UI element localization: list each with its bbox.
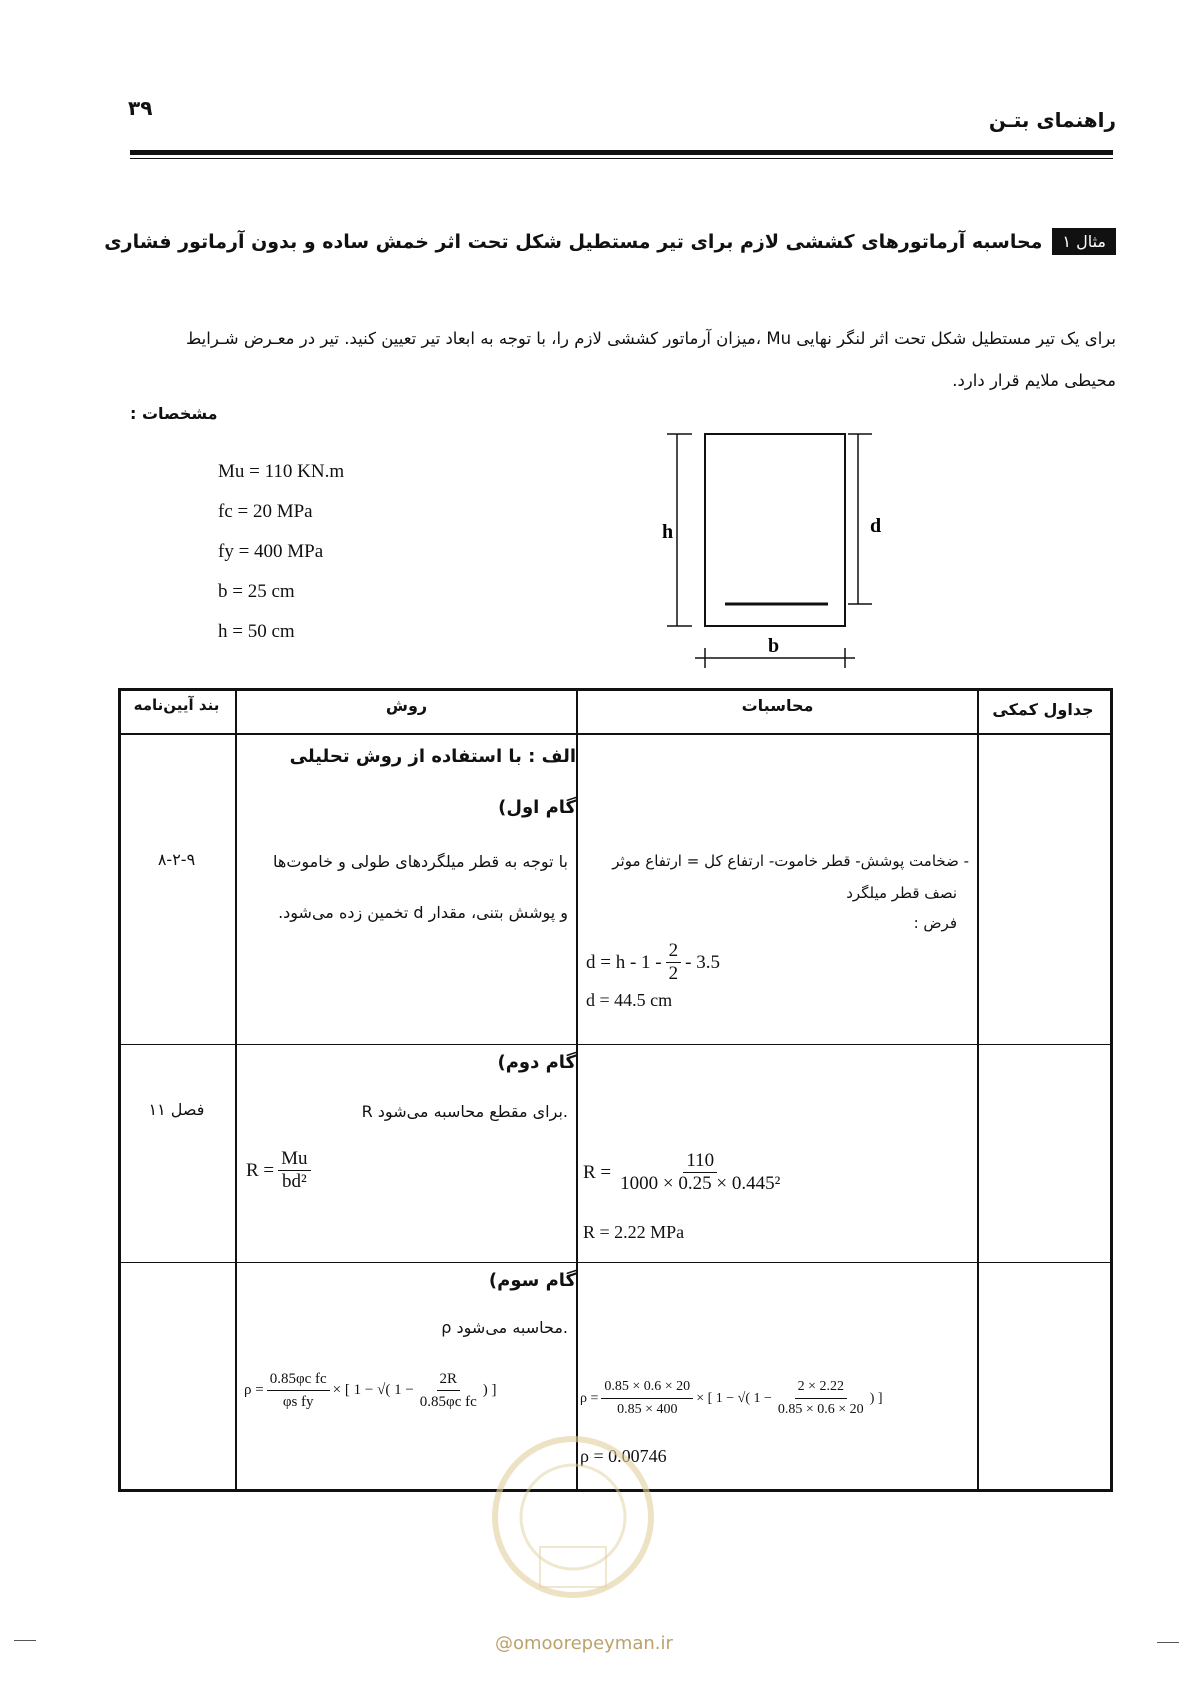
- rho-calc-middle: × [ 1 − √( 1 −: [696, 1390, 772, 1406]
- book-title: راهنمای بتـن: [988, 108, 1116, 132]
- rho-calc-end: ) ]: [869, 1390, 883, 1406]
- example-heading: [104, 228, 1116, 255]
- clause-row1: ۸-۲-۹: [157, 850, 196, 869]
- step-3-method-line1: ρ محاسبه می‌شود.: [441, 1318, 568, 1337]
- step-1-calc-line3: فرض :: [913, 914, 957, 932]
- specs-list: [218, 452, 344, 652]
- step-3-title: گام سوم): [488, 1270, 576, 1291]
- step-1-method-line2: و پوشش بتنی، مقدار d تخمین زده می‌شود.: [278, 903, 568, 922]
- beam-section-diagram: [650, 420, 890, 680]
- label-h: h: [662, 521, 674, 543]
- rho-calc-inner-den: 0.85 × 0.6 × 20: [777, 1402, 864, 1417]
- col-line-2: [576, 688, 578, 1489]
- rho-formula-lhs: ρ =: [244, 1382, 264, 1398]
- spec-fc: fc = 20 MPa: [218, 501, 313, 522]
- header-calc: محاسبات: [741, 696, 814, 715]
- d-equation-fraction: [666, 940, 682, 985]
- d-equation-lhs: d = h - 1 -: [586, 951, 662, 973]
- intro-line-2: محیطی ملایم قرار دارد.: [952, 371, 1116, 390]
- rho-calc-den: 0.85 × 400: [617, 1402, 678, 1417]
- rho-formula-middle: × [ 1 − √( 1 −: [332, 1382, 414, 1398]
- header-rule-thin: [130, 158, 1113, 159]
- rho-calc-inner-fraction: [775, 1376, 867, 1421]
- header-row-line: [118, 733, 1110, 735]
- rho-inner-num: 2R: [437, 1368, 461, 1391]
- step-2-title: گام دوم): [497, 1052, 576, 1073]
- r-calc-num: 110: [683, 1150, 717, 1173]
- rho-result: ρ = 0.00746: [580, 1446, 667, 1466]
- r-fraction-num: Mu: [278, 1148, 310, 1171]
- r-formula-lhs: R =: [246, 1159, 275, 1181]
- r-calc: [583, 1150, 783, 1195]
- rho-formula: [244, 1368, 497, 1413]
- r-formula-fraction: [278, 1148, 310, 1193]
- col-line-1: [235, 688, 237, 1489]
- row-line-2: [118, 1262, 1110, 1263]
- rho-calc-lhs: ρ =: [580, 1390, 599, 1406]
- col-line-3: [977, 688, 979, 1489]
- step-1-calc-line1: - ضخامت پوشش- قطر خاموت- ارتفاع کل = ارتفاع موثر: [612, 852, 969, 870]
- header-clause: بند آیین‌نامه: [133, 696, 220, 714]
- example-title: محاسبه آرماتورهای کششی لازم برای تیر مستطیل شکل تحت اثر خمش ساده و بدون آرماتور فشاری: [104, 230, 1043, 253]
- rho-inner-fraction: [417, 1368, 480, 1413]
- rho-inner-den: 0.85φc fc: [419, 1394, 477, 1410]
- example-badge: مثال ۱: [1052, 228, 1116, 255]
- rho-formula-end: ) ]: [482, 1382, 497, 1398]
- r-calc-lhs: R =: [583, 1161, 612, 1183]
- beam-outline: [705, 434, 845, 626]
- rho-calc-num: 0.85 × 0.6 × 20: [601, 1376, 693, 1399]
- spec-fy: fy = 400 MPa: [218, 541, 324, 562]
- rho-fraction-num: 0.85φc fc: [267, 1368, 330, 1391]
- margin-mark-left: [14, 1640, 36, 1641]
- r-formula: [246, 1148, 311, 1193]
- step-1-title: گام اول): [498, 797, 576, 818]
- clause-row2: فصل ۱۱: [148, 1100, 205, 1119]
- r-calc-den: 1000 × 0.25 × 0.445²: [620, 1173, 781, 1194]
- watermark-seal: [478, 1392, 668, 1632]
- header-rule: [130, 150, 1113, 155]
- d-equation: [586, 940, 720, 985]
- watermark-url: @omoorepeyman.ir: [495, 1633, 673, 1654]
- d-fraction-num: 2: [666, 940, 682, 963]
- spec-b: b = 25 cm: [218, 581, 295, 602]
- d-fraction-den: 2: [668, 963, 679, 984]
- specs-heading: مشخصات :: [130, 404, 218, 423]
- r-result: R = 2.22 MPa: [583, 1222, 685, 1242]
- step-2-method-line1: R برای مقطع محاسبه می‌شود.: [361, 1102, 568, 1121]
- intro-line-1: برای یک تیر مستطیل شکل تحت اثر لنگر نهایی Mu ،میزان آرماتور کششی لازم را، با توجه به ابعاد تیر تعیین کنید. تیر در معـرض شـرایط: [185, 329, 1116, 348]
- step-1-method-line1: با توجه به قطر میلگردهای طولی و خاموت‌ها: [273, 852, 568, 871]
- row-line-1: [118, 1044, 1110, 1045]
- d-result: d = 44.5 cm: [586, 990, 673, 1010]
- rho-fraction-den: φs fy: [282, 1394, 314, 1410]
- r-calc-fraction: [617, 1150, 783, 1195]
- rho-calc-inner-num: 2 × 2.22: [795, 1376, 847, 1399]
- page-number: ۳۹: [128, 96, 153, 120]
- rho-formula-fraction: [267, 1368, 330, 1413]
- section-a-title: الف : با استفاده از روش تحلیلی: [289, 746, 576, 767]
- label-b: b: [768, 635, 780, 657]
- r-fraction-den: bd²: [281, 1171, 307, 1192]
- step-1-calc-line2: نصف قطر میلگرد: [846, 884, 957, 902]
- spec-mu: Mu = 110 KN.m: [218, 461, 345, 482]
- label-d: d: [870, 515, 882, 537]
- header-aux: جداول کمکی: [992, 700, 1094, 719]
- spec-h: h = 50 cm: [218, 621, 295, 642]
- header-method: روش: [385, 696, 428, 715]
- d-equation-rhs: - 3.5: [685, 951, 720, 973]
- margin-mark-right: [1157, 1642, 1179, 1643]
